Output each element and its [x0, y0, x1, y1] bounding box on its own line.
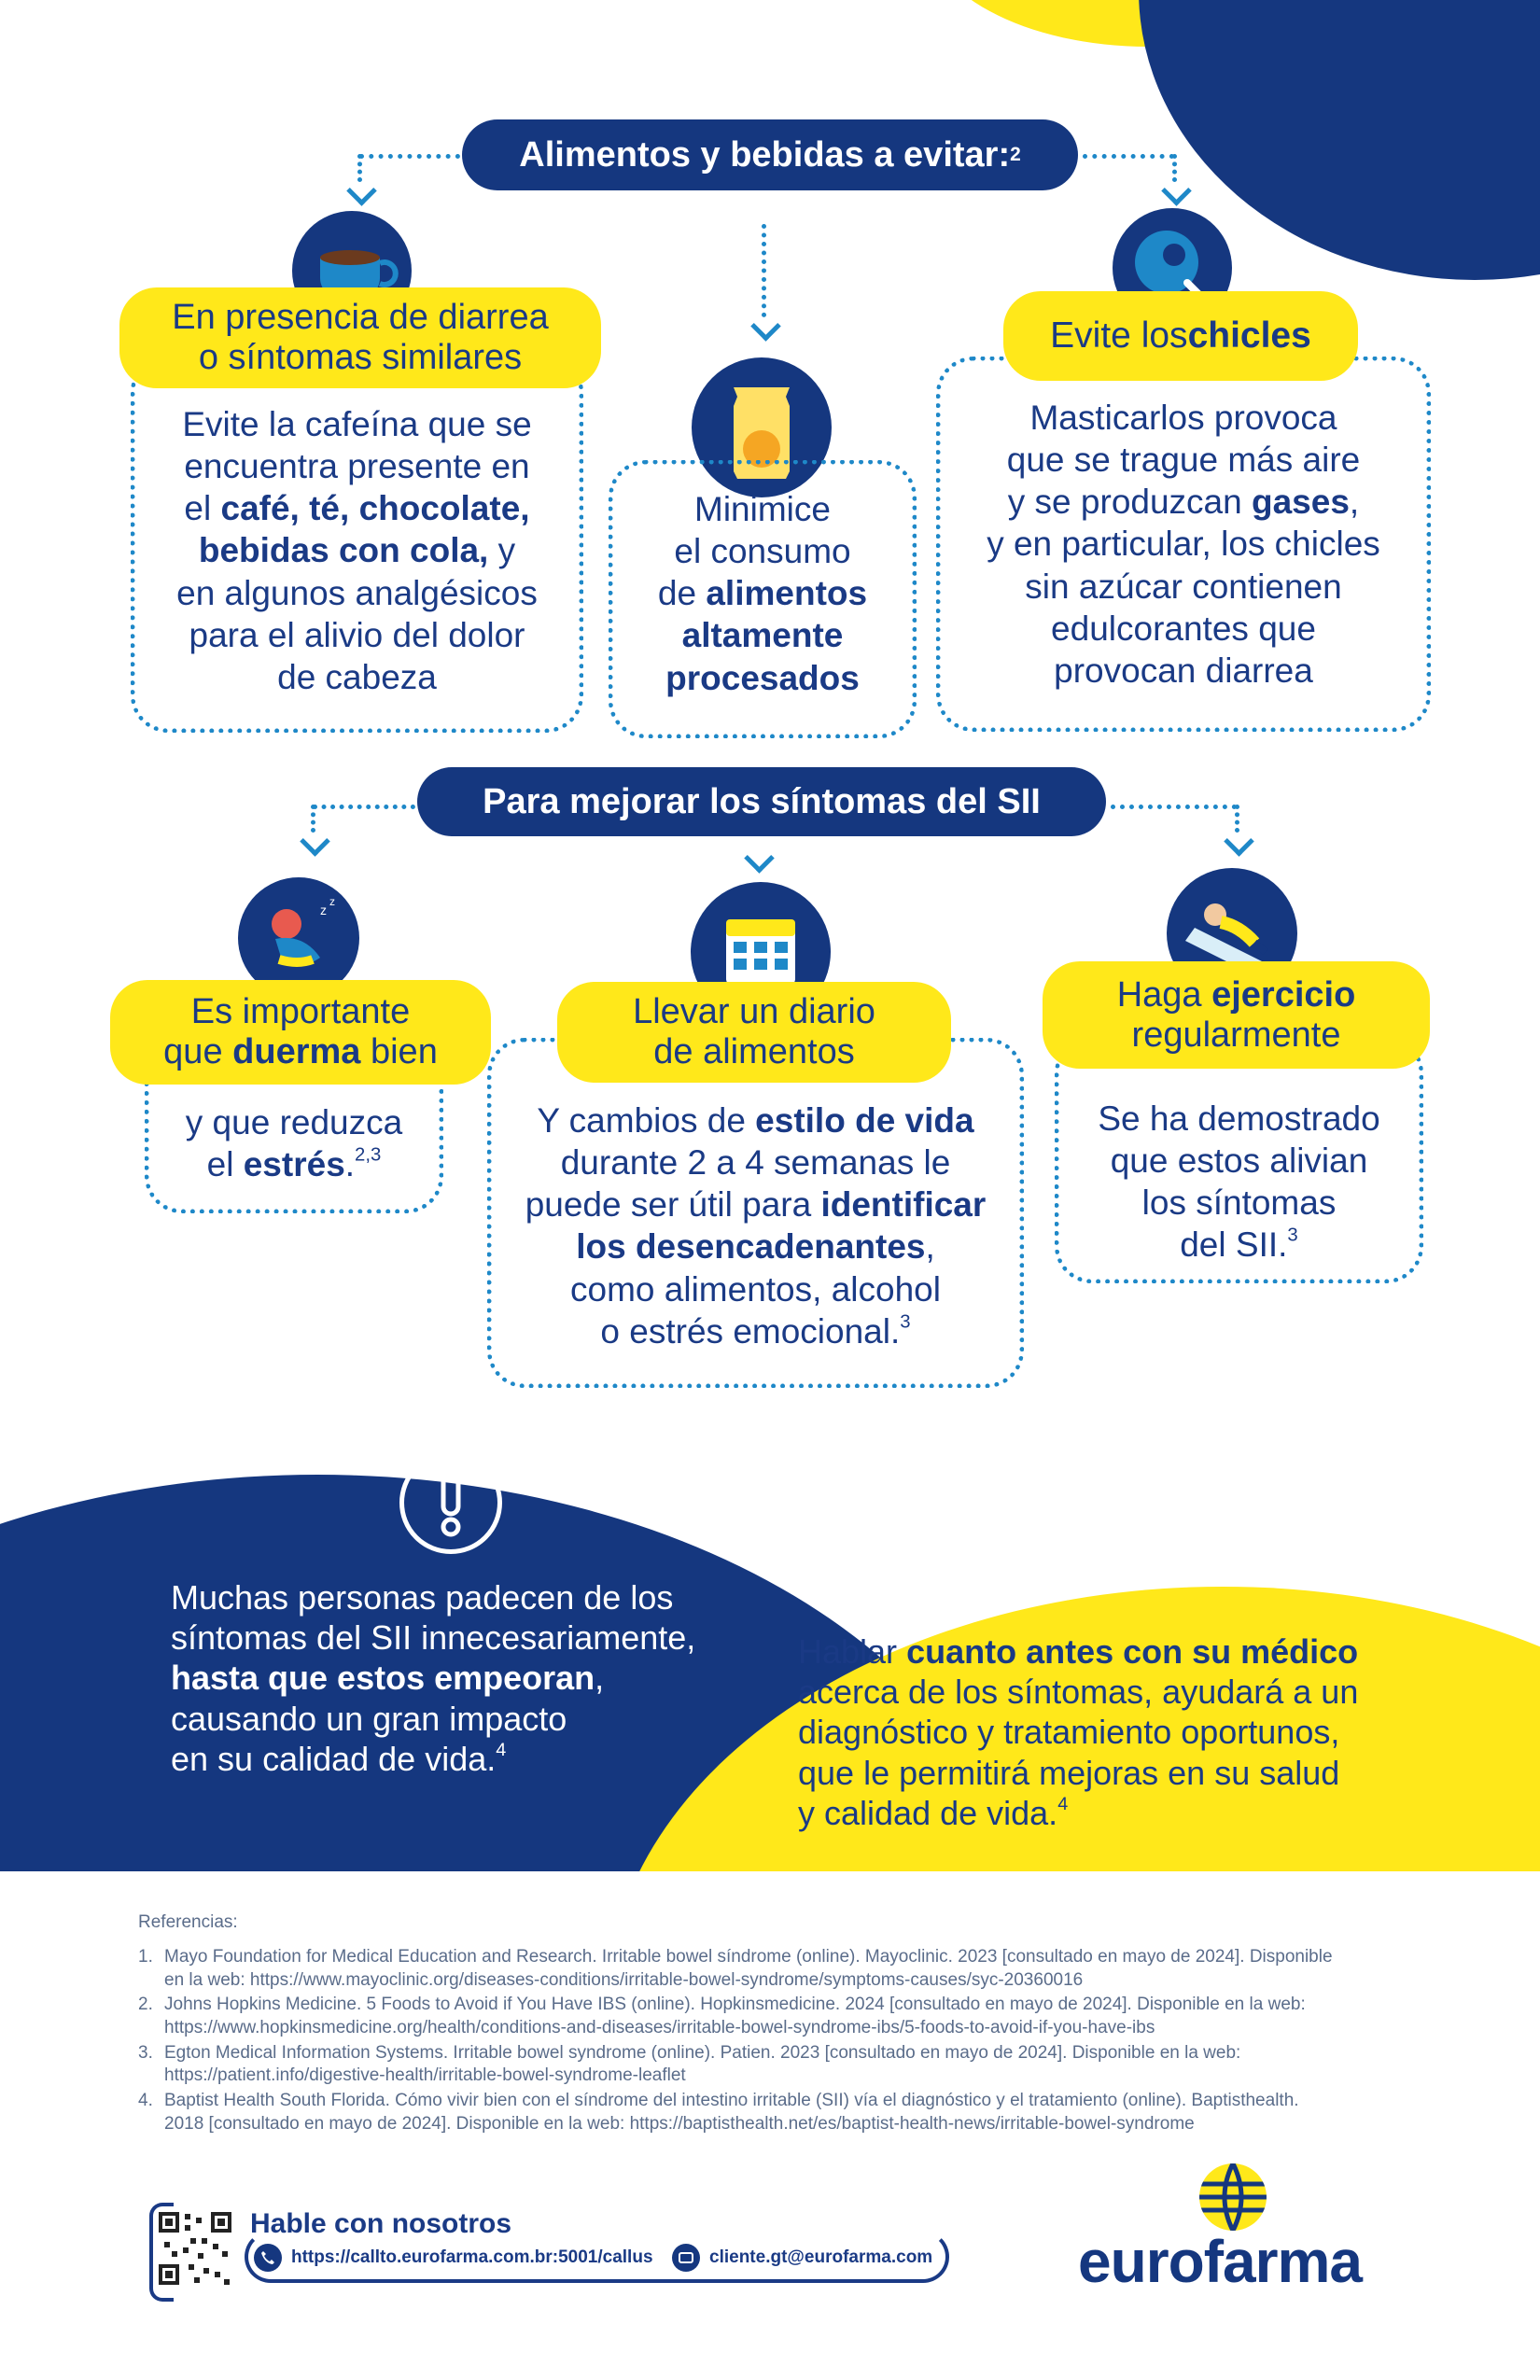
diarrhea-line: en algunos analgésicos — [176, 573, 538, 612]
reference-body — [164, 2090, 1299, 2135]
gum-label-part: Evite los — [1050, 315, 1188, 357]
diarrhea-label-line2: o síntomas similares — [198, 338, 523, 377]
gum-label-bold: chicles — [1187, 315, 1311, 357]
warning-icon — [399, 1451, 502, 1554]
exercise-line — [1055, 1224, 1423, 1266]
processed-text-bold: alimentos — [706, 574, 868, 613]
diary-line: durante 2 a 4 semanas le — [560, 1143, 951, 1183]
contact-title: Hable con nosotros — [250, 2208, 512, 2239]
gum-line: provocan diarrea — [1054, 651, 1313, 690]
exercise-line: Se ha demostrado — [1098, 1099, 1380, 1138]
diary-label-line1: Llevar un diario — [633, 992, 875, 1032]
references-heading: Referencias: — [138, 1912, 238, 1932]
sleep-text-bold: estrés — [243, 1145, 345, 1184]
sleep-line — [145, 1143, 443, 1185]
warning-left-sup: 4 — [496, 1739, 507, 1760]
avoid-section-title: Alimentos y bebidas a evitar: 2 — [462, 119, 1078, 190]
sleep-text-sup: 2,3 — [355, 1144, 382, 1166]
reference-body — [164, 1946, 1333, 1992]
gum-text-bold: gases — [1252, 483, 1350, 522]
svg-text:z: z — [320, 903, 327, 917]
diarrhea-text — [131, 403, 583, 698]
diary-text — [487, 1099, 1024, 1352]
eurofarma-globe-logo — [1199, 2163, 1267, 2231]
sleep-label-part: que — [163, 1032, 233, 1071]
diary-label — [557, 982, 951, 1083]
diary-text-part: Y cambios de — [537, 1101, 756, 1140]
sleep-label-line1: Es importante — [190, 992, 411, 1032]
gum-line: y en particular, los chicles — [987, 525, 1380, 564]
reference-item — [138, 1946, 1445, 1992]
warning-right-bold: cuanto antes con su médico — [906, 1632, 1359, 1671]
avoid-title-text: Alimentos y bebidas a evitar: — [519, 134, 1011, 175]
processed-line — [609, 657, 917, 699]
diary-text-part: puede ser útil para — [525, 1185, 821, 1225]
exercise-label — [1043, 961, 1430, 1069]
connector-left-h — [313, 805, 415, 809]
gum-line: que se trague más aire — [1006, 441, 1361, 480]
connector-mid-v — [762, 224, 766, 317]
phone-icon — [254, 2244, 282, 2272]
exercise-line: los síntomas — [1141, 1183, 1337, 1223]
warning-right-line — [798, 1793, 1470, 1833]
warning-right-part: y calidad de vida. — [798, 1793, 1058, 1832]
diary-line — [487, 1183, 1024, 1225]
reference-num: 3. — [138, 2042, 153, 2063]
warning-right-line: que le permitirá mejoras en su salud — [798, 1753, 1340, 1792]
diary-text-bold: los desencadenantes — [576, 1227, 926, 1267]
warning-left-text — [171, 1577, 731, 1779]
processed-text — [609, 488, 917, 699]
warning-right-text — [798, 1631, 1470, 1833]
exercise-label-part: Haga — [1116, 974, 1212, 1015]
exercise-text-part: del SII. — [1180, 1225, 1288, 1265]
diary-text-part: o estrés emocional. — [600, 1311, 901, 1351]
sleep-line: y que reduzca — [185, 1103, 403, 1141]
chevron-down-icon — [750, 311, 781, 342]
warning-left-line — [171, 1658, 731, 1698]
sleep-label-bold: duerma — [232, 1032, 361, 1071]
reference-link[interactable]: en la web: https://www.mayoclinic.org/diseases-conditions/irritable-bowel-syndrome/symptoms-causes/syc-20360016 — [164, 1969, 1084, 1990]
email-icon — [672, 2244, 700, 2272]
diary-text-sup: 3 — [900, 1311, 911, 1333]
warning-left-part: , — [595, 1659, 605, 1698]
warning-left-bold: hasta que estos empeoran — [171, 1659, 595, 1698]
chevron-down-icon — [300, 826, 330, 857]
gum-line: sin azúcar contienen — [1025, 567, 1342, 606]
gum-line — [936, 481, 1431, 523]
sleep-text — [145, 1101, 443, 1185]
reference-line: Johns Hopkins Medicine. 5 Foods to Avoid if You Have IBS (online). Hopkinsmedicine. 2024 [consultado en mayo de 2024]. Disponible en la web: — [164, 1995, 1306, 2015]
reference-num: 1. — [138, 1947, 153, 1967]
diary-text-part: , — [925, 1227, 935, 1267]
warning-left-line: causando un gran impacto — [171, 1699, 567, 1738]
processed-line: el consumo — [674, 532, 851, 571]
gum-text — [936, 397, 1431, 692]
reference-num: 4. — [138, 2091, 153, 2111]
gum-line: Masticarlos provoca — [1029, 399, 1337, 437]
processed-text-bold: procesados — [665, 658, 860, 697]
diarrhea-line — [131, 487, 583, 529]
processed-line — [609, 614, 917, 656]
exercise-text-sup: 3 — [1287, 1225, 1298, 1247]
warning-left-line: síntomas del SII innecesariamente, — [171, 1618, 696, 1658]
reference-line: Baptist Health South Florida. Cómo vivir bien con el síndrome del intestino irritable (SII) vía el diagnóstico y el tratamiento (online). Baptisthealth. — [164, 2091, 1299, 2111]
connector-left-h — [359, 154, 460, 159]
warning-right-sup: 4 — [1057, 1793, 1069, 1814]
references-list — [138, 1946, 1445, 2138]
diary-label-line2: de alimentos — [653, 1032, 855, 1071]
sleep-text-part: . — [344, 1145, 356, 1184]
phone-link[interactable] — [254, 2244, 653, 2272]
diary-line — [487, 1099, 1024, 1141]
email-link[interactable] — [672, 2244, 932, 2272]
connector-right-h — [1083, 154, 1174, 159]
processed-text-part: de — [657, 574, 707, 613]
diarrhea-line: Evite la cafeína que se — [182, 405, 532, 443]
gum-text-part: , — [1349, 483, 1360, 522]
contact-bracket — [149, 2203, 174, 2302]
reference-item — [138, 1994, 1445, 2039]
reference-item — [138, 2090, 1445, 2135]
reference-line: Egton Medical Information Systems. Irritable bowel syndrome (online). Patien. 2023 [consultado en mayo de 2024]. Disponible en la web: — [164, 2042, 1241, 2063]
reference-body — [164, 2042, 1240, 2088]
processed-line: Minimice — [694, 490, 831, 528]
gum-line: edulcorantes que — [1051, 609, 1316, 648]
exercise-line: que estos alivian — [1110, 1141, 1368, 1181]
chevron-down-icon — [346, 175, 377, 206]
diary-line: como alimentos, alcohol — [570, 1269, 941, 1309]
diarrhea-line: para el alivio del dolor — [189, 615, 525, 654]
improve-section-title — [417, 767, 1106, 836]
reference-num: 2. — [138, 1995, 153, 2015]
reference-link[interactable]: https://www.hopkinsmedicine.org/health/conditions-and-diseases/irritable-bowel-syndrome-ibs/5-foods-to-avoid-if-you-have-ibs — [164, 2018, 1155, 2038]
warning-right-line: diagnóstico y tratamiento oportunos, — [798, 1713, 1340, 1752]
exercise-label-bold: ejercicio — [1211, 974, 1356, 1015]
sleep-label — [110, 980, 491, 1085]
gum-label — [1003, 291, 1358, 381]
chevron-down-icon — [1224, 826, 1254, 857]
diarrhea-label — [119, 287, 601, 388]
exercise-text — [1055, 1098, 1423, 1267]
warning-left-part: en su calidad de vida. — [171, 1739, 497, 1778]
reference-body — [164, 1994, 1306, 2039]
gum-text-part: y se produzcan — [1007, 483, 1252, 522]
diarrhea-text-bold: bebidas con cola, — [198, 531, 489, 570]
svg-text:z: z — [329, 895, 335, 908]
processed-text-bold: altamente — [681, 616, 844, 655]
diary-line — [487, 1310, 1024, 1352]
diarrhea-text-bold: café, té, chocolate, — [220, 489, 530, 528]
reference-link: 2018 [consultado en mayo de 2024]. Disponible en la web: https://baptisthealth.net/es/baptist-health-news/irritable-bowel-syndrome — [164, 2113, 1195, 2134]
warning-right-line: acerca de los síntomas, ayudará a un — [798, 1673, 1359, 1712]
diarrhea-text-part: el — [184, 489, 221, 528]
reference-line: Mayo Foundation for Medical Education and Research. Irritable bowel síndrome (online). Mayoclinic. 2023 [consultado en mayo de 2024]. Disponible — [164, 1947, 1333, 1967]
exercise-label-line1 — [1117, 975, 1356, 1015]
reference-link[interactable]: https://patient.info/digestive-health/irritable-bowel-syndrome-leaflet — [164, 2065, 686, 2086]
warning-right-line — [798, 1631, 1470, 1672]
diarrhea-line: encuentra presente en — [184, 447, 530, 486]
chevron-down-icon — [1161, 175, 1192, 206]
diarrhea-text-part: y — [488, 531, 516, 570]
warning-right-part: Hablar — [798, 1632, 907, 1671]
sleep-text-part: el — [206, 1145, 244, 1184]
diary-text-bold: estilo de vida — [755, 1101, 974, 1140]
diary-line — [487, 1225, 1024, 1267]
connector-right-h — [1111, 805, 1237, 809]
warning-left-line: Muchas personas padecen de los — [171, 1578, 674, 1617]
sleep-label-line2 — [163, 1032, 438, 1072]
chevron-down-icon — [744, 843, 775, 874]
diary-text-bold: identificar — [820, 1185, 987, 1225]
warning-left-line — [171, 1739, 731, 1779]
improve-title-text: Para mejorar los síntomas del SII — [483, 781, 1041, 821]
phone-url[interactable]: https://callto.eurofarma.com.br:5001/callus — [291, 2247, 653, 2267]
diarrhea-label-line1: En presencia de diarrea — [172, 298, 549, 338]
email-address[interactable]: cliente.gt@eurofarma.com — [709, 2247, 933, 2267]
diarrhea-line — [131, 529, 583, 571]
processed-line — [609, 572, 917, 614]
brand-name: eurofarma — [1078, 2228, 1362, 2295]
sleep-label-part: bien — [360, 1032, 438, 1071]
exercise-label-line2: regularmente — [1131, 1015, 1341, 1055]
diarrhea-line: de cabeza — [277, 657, 437, 696]
reference-item — [138, 2042, 1445, 2088]
